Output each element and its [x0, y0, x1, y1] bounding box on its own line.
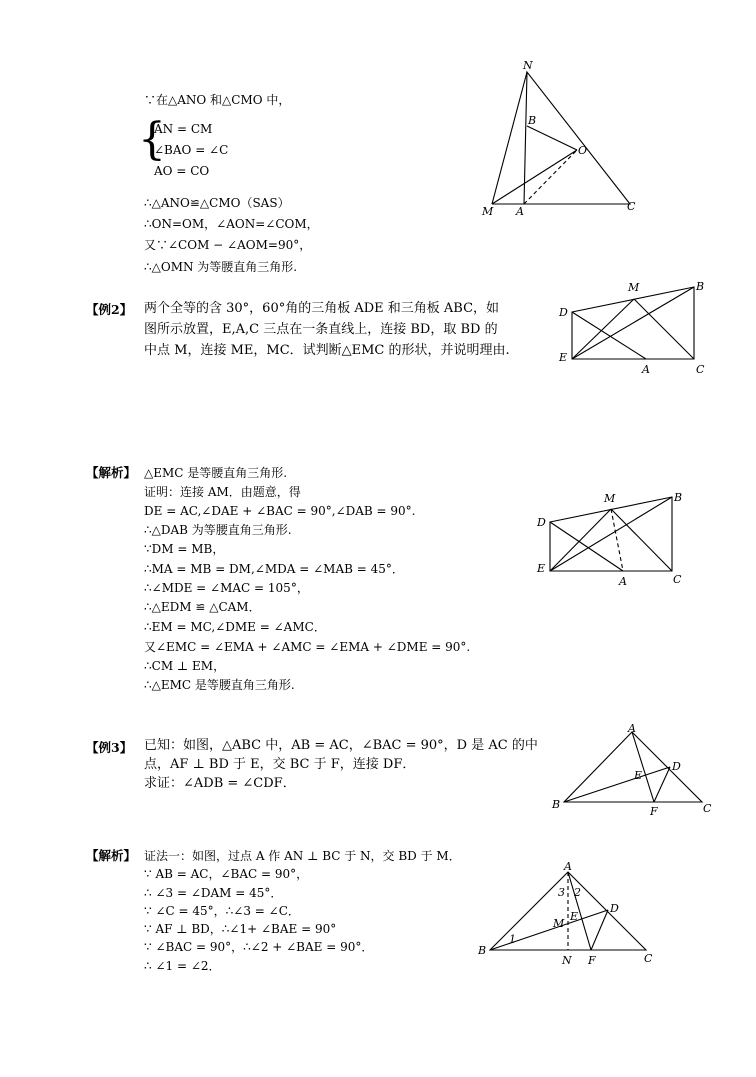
figure-2 — [552, 278, 718, 378]
solution-line: ∴∠MDE = ∠MAC = 105°， — [144, 581, 309, 595]
point-label: M — [604, 492, 616, 505]
segment-bd — [564, 767, 670, 802]
point-label: D — [537, 516, 546, 529]
point-label: F — [650, 805, 658, 818]
angle-label: 1 — [509, 933, 516, 946]
segment-mo — [492, 150, 577, 204]
point-label: E — [634, 769, 643, 782]
problem-line: 图所示放置，E,A,C 三点在一条直线上，连接 BD，取 BD 的 — [144, 322, 498, 337]
problem-line: 两个全等的含 30°，60°角的三角板 ADE 和三角板 ABC，如 — [144, 301, 500, 316]
solution-line: ∴ ∠3 = ∠DAM = 45°． — [144, 886, 283, 900]
solution-line: ∴EM = MC,∠DME = ∠AMC． — [144, 620, 326, 634]
segment-mc — [611, 509, 672, 571]
point-label: D — [610, 902, 619, 915]
point-label: C — [696, 363, 705, 376]
segment-mc — [634, 299, 694, 359]
solution-line: ∴MA = MB = DM,∠MDA = ∠MAB = 45°． — [144, 562, 404, 576]
triangle-abc — [564, 732, 702, 802]
figure-4 — [546, 720, 718, 820]
point-label: A — [628, 722, 636, 735]
point-label: C — [644, 952, 653, 965]
segment-bd — [490, 910, 608, 950]
condition-line: AN = CM — [154, 122, 213, 136]
solution-line: 证法一：如图，过点 A 作 AN ⊥ BC 于 N，交 BD 于 M． — [144, 849, 461, 863]
segment-me — [572, 299, 634, 359]
angle-label: 3 — [558, 886, 565, 899]
segment-df — [654, 767, 670, 802]
point-label: N — [562, 954, 572, 967]
text-line: ∴△ANO≌△CMO（SAS） — [144, 196, 290, 210]
point-label: B — [552, 798, 561, 811]
solution-line: ∵ AB = AC，∠BAC = 90°， — [144, 867, 309, 881]
problem-line: 已知：如图，△ABC 中，AB = AC，∠BAC = 90°，D 是 AC 的中 — [144, 738, 538, 753]
point-label: M — [482, 205, 494, 218]
problem-line: 求证：∠ADB = ∠CDF． — [144, 776, 296, 791]
solution-line: ∴△DAB 为等腰直角三角形. — [144, 523, 292, 537]
solution-line: ∴△EDM ≌ △CAM． — [144, 600, 261, 614]
text-line: ∴ON=OM，∠AON=∠COM， — [144, 217, 319, 231]
left-brace: { — [138, 114, 166, 165]
example-tag: 【例2】 — [86, 302, 133, 317]
point-label: E — [559, 351, 568, 364]
condition-line: ∠BAO = ∠C — [154, 143, 229, 157]
solution-line: ∴CM ⊥ EM， — [144, 659, 226, 673]
solution-line: ∵ AF ⊥ BD，∴∠1+ ∠BAE = 90° — [144, 922, 337, 936]
point-label: C — [627, 200, 636, 213]
condition-line: AO = CO — [154, 164, 210, 178]
segment-nm — [492, 72, 527, 204]
point-label: A — [642, 363, 650, 376]
point-label: B — [528, 114, 537, 127]
segment-am-dashed — [611, 509, 623, 571]
solution-line: ∴ ∠1 = ∠2． — [144, 959, 221, 973]
problem-line: 中点 M，连接 ME，MC．试判断△EMC 的形状，并说明理由. — [144, 343, 510, 358]
solution-tag: 【解析】 — [86, 465, 137, 480]
point-label: E — [537, 562, 546, 575]
solution-line: DE = AC,∠DAE + ∠BAC = 90°,∠DAB = 90°. — [144, 504, 416, 518]
text-line: ∴△OMN 为等腰直角三角形. — [144, 260, 298, 274]
text-line: ∵在△ANO 和△CMO 中， — [144, 93, 291, 107]
point-label: N — [523, 59, 533, 72]
segment-da — [550, 522, 623, 571]
example-tag: 【例3】 — [86, 740, 133, 755]
problem-line: 点，AF ⊥ BD 于 E，交 BC 于 F，连接 DF． — [144, 757, 416, 772]
point-label: F — [588, 954, 596, 967]
point-label: D — [672, 760, 681, 773]
figure-5 — [470, 858, 666, 968]
text-line: 又∵∠COM − ∠AOM=90°， — [144, 238, 312, 252]
point-label: M — [553, 917, 565, 930]
point-label: B — [478, 944, 487, 957]
segment-ao-dashed — [524, 150, 577, 204]
segment-df — [591, 910, 608, 950]
triangle-nac — [524, 72, 630, 204]
segment-bo — [527, 126, 577, 150]
solution-line: 又∠EMC = ∠EMA + ∠AMC = ∠EMA + ∠DME = 90°. — [144, 640, 471, 654]
point-label: A — [619, 575, 627, 588]
point-label: D — [559, 306, 568, 319]
angle-label: 2 — [574, 886, 581, 899]
point-label: C — [673, 573, 682, 586]
point-label: C — [703, 802, 712, 815]
solution-tag: 【解析】 — [86, 848, 137, 863]
solution-line: 证明：连接 AM．由题意，得 — [144, 485, 301, 499]
point-label: B — [674, 491, 683, 504]
point-label: A — [564, 860, 572, 873]
figure-1 — [470, 58, 650, 220]
solution-line: ∵DM = MB， — [144, 542, 225, 556]
figure-3 — [530, 488, 696, 588]
solution-line: ∴△EMC 是等腰直角三角形. — [144, 678, 295, 692]
point-label: A — [516, 205, 524, 218]
solution-line: △EMC 是等腰直角三角形. — [144, 466, 288, 480]
point-label: E — [570, 910, 579, 923]
solution-line: ∵ ∠BAC = 90°，∴∠2 + ∠BAE = 90°． — [144, 940, 374, 954]
point-label: B — [696, 280, 705, 293]
point-label: M — [628, 281, 640, 294]
point-label: O — [578, 144, 588, 157]
solution-line: ∵ ∠C = 45°，∴∠3 = ∠C． — [144, 904, 300, 918]
